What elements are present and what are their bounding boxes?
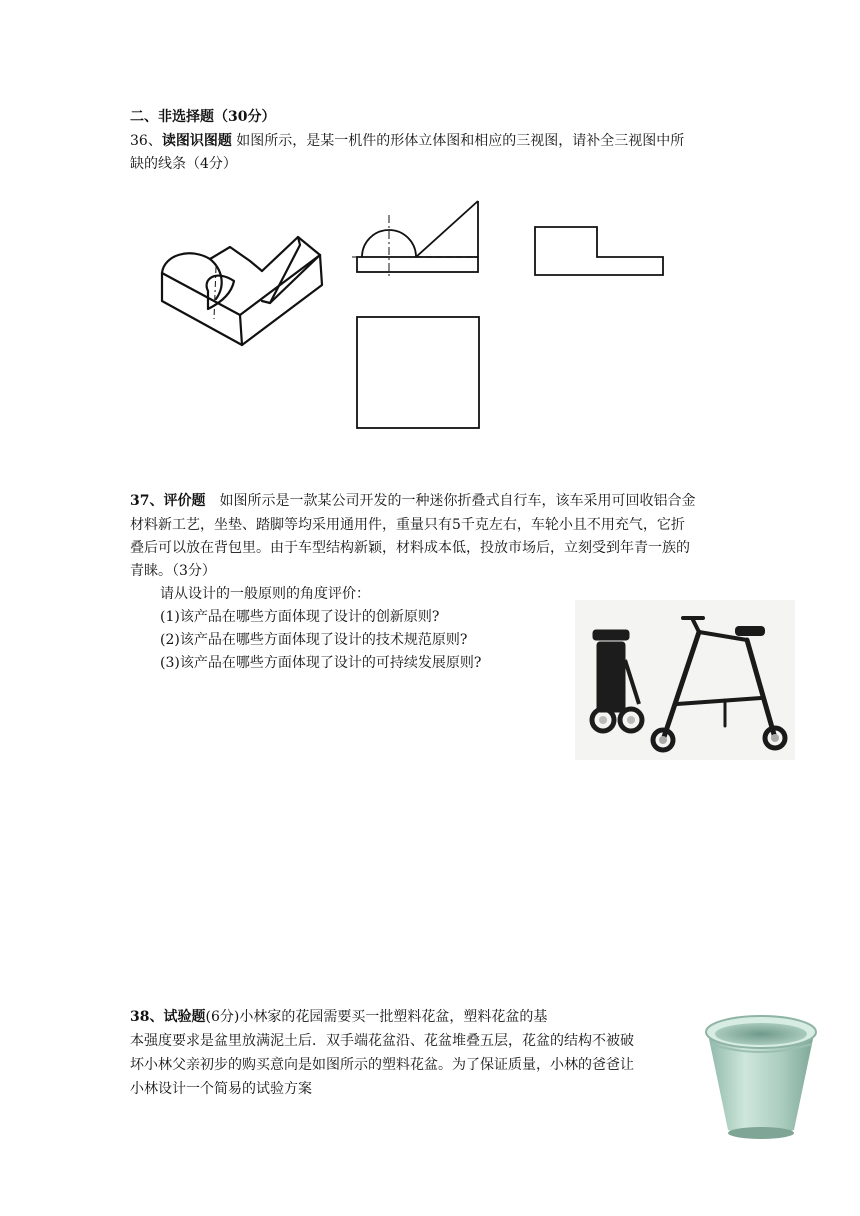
front-view [350, 195, 485, 280]
q38-line-4: 小林设计一个简易的试验方案 [130, 1081, 312, 1097]
q37-item-2: (2)该产品在哪些方面体现了设计的技术规范原则? [160, 632, 468, 648]
top-view [352, 313, 484, 433]
q38-line-3: 坏小林父亲初步的购买意向是如图所示的塑料花盆。为了保证质量，小林的爸爸让 [130, 1057, 634, 1073]
q37-prompt: 请从设计的一般原则的角度评价： [160, 586, 370, 602]
side-view [530, 222, 670, 282]
section-heading: 二、非选择题（30分） [130, 109, 276, 125]
q37-item-3: (3)该产品在哪些方面体现了设计的可持续发展原则? [160, 655, 482, 671]
q36-line-1: 36、读图识图题 如图所示，是某一机件的形体立体图和相应的三视图，请补全三视图中所 [130, 133, 685, 149]
q37-line-3: 叠后可以放在背包里。由于车型结构新颖，材料成本低，投放市场后，立刻受到年青一族的 [130, 540, 690, 556]
q36-line-2: 缺的线条（4分） [130, 156, 237, 172]
q36-type: 读图识图题 [161, 133, 232, 149]
q37-type: 评价题 [163, 493, 206, 509]
q38-number: 38、 [130, 1009, 164, 1025]
q37-item-1: (1)该产品在哪些方面体现了设计的创新原则? [160, 609, 440, 625]
isometric-part-drawing [150, 225, 330, 355]
flower-pot-image [702, 1012, 820, 1142]
q37-line-4: 青睐。（3分） [130, 563, 216, 579]
q38-line-2: 本强度要求是盆里放满泥土后．双手端花盆沿、花盆堆叠五层，花盆的结构不被破 [130, 1033, 634, 1049]
folding-bicycle-image [575, 600, 795, 760]
q38-line-1: 38、试验题(6分)小林家的花园需要买一批塑料花盆，塑料花盆的基 [130, 1009, 548, 1025]
q37-line-1: 37、评价题 如图所示是一款某公司开发的一种迷你折叠式自行车，该车采用可回收铝合金 [130, 493, 696, 509]
q37-line-2: 材料新工艺，坐垫、踏脚等均采用通用件，重量只有5千克左右，车轮小且不用充气，它折 [130, 517, 685, 533]
q37-number: 37、 [130, 493, 164, 509]
q36-number: 36、 [130, 133, 162, 149]
q38-type: 试验题 [163, 1009, 206, 1025]
